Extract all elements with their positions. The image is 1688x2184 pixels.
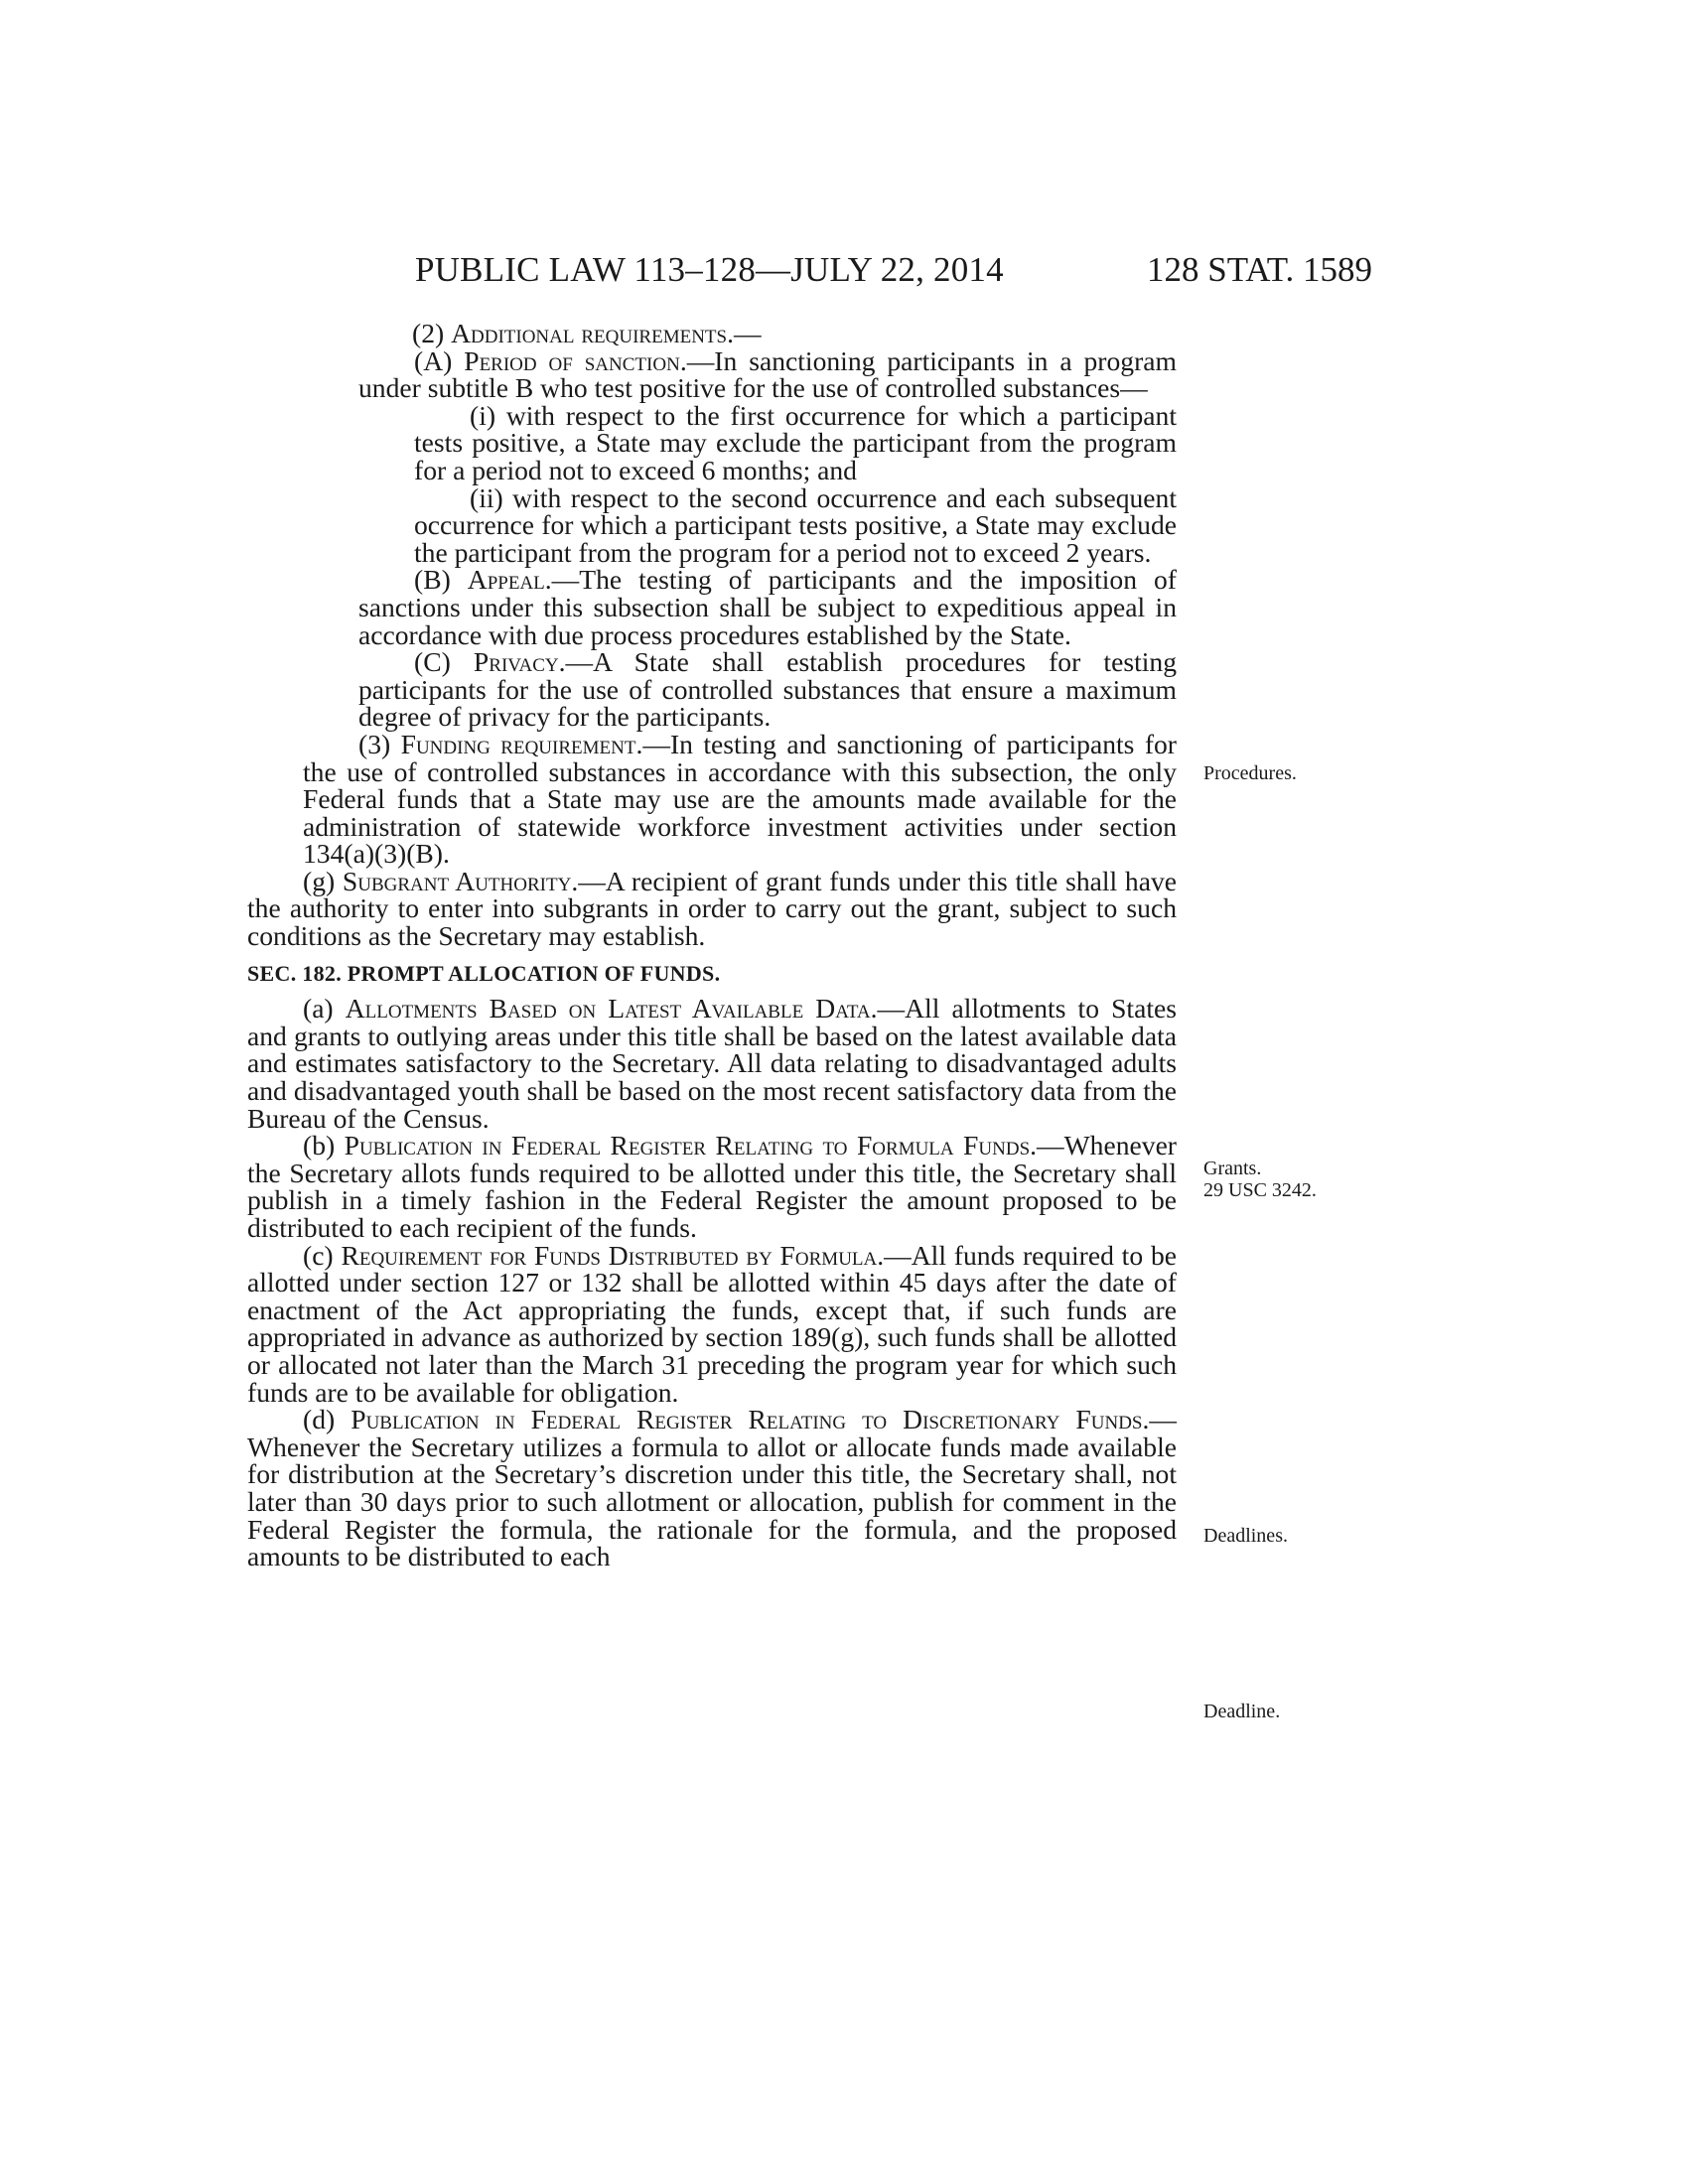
margin-note-usc: 29 USC 3242. [1203, 1179, 1317, 1201]
para-ii-second-occurrence: (ii) with respect to the second occurrence and each subsequent occurrence for which a participant tests positive, a State may exclude the participant from the program for a period not to exceed 2 years. [414, 481, 1177, 568]
para-C-privacy: (C) Privacy.—A State shall establish procedures for testing participants for the use of controlled substances that ensure a maximum degree of privacy for the participants. [358, 646, 1177, 733]
para-b-publication-formula-funds: (b) Publication in Federal Register Relating to Formula Funds.—Whenever the Secretary allots funds required to be allotted under this title, the Secretary shall publish in a timely fashion in the Federal Register the amount proposed to be distributed to each recipient of the funds. [247, 1130, 1177, 1243]
margin-note-procedures: Procedures. [1203, 762, 1297, 784]
margin-note-deadline: Deadline. [1203, 1701, 1281, 1722]
margin-note-grants: Grants. [1203, 1158, 1262, 1179]
page-header-right: 128 STAT. 1589 [1147, 250, 1372, 289]
page-header-left: PUBLIC LAW 113–128—JULY 22, 2014 [415, 250, 1004, 289]
margin-note-deadlines: Deadlines. [1203, 1525, 1288, 1547]
para-i-first-occurrence: (i) with respect to the first occurrence for which a participant tests positive, a State may exclude the participant from the program for a period not to exceed 6 months; and [414, 399, 1177, 485]
para-B-appeal: (B) Appeal.—The testing of participants and the imposition of sanctions under this subsection shall be subject to expeditious appeal in accordance with due process procedures established by the State. [358, 564, 1177, 650]
body-text [247, 318, 1177, 1572]
para-a-allotments: (a) Allotments Based on Latest Available Data.—All allotments to States and grants to outlying areas under this title shall be based on the latest available data and estimates satisfactory to the Secretary. All data relating to disadvantaged adults and disadvantaged youth shall be based on the most recent satisfactory data from the Bureau of the Census. [247, 993, 1177, 1134]
para-2-additional-requirements: (2) Additional requirements.— [412, 318, 762, 348]
section-182-heading: SEC. 182. PROMPT ALLOCATION OF FUNDS. [247, 960, 721, 986]
para-c-requirement-formula: (c) Requirement for Funds Distributed by Formula.—All funds required to be allotted under section 127 or 132 shall be allotted within 45 days after the date of enactment of the Act appropriating the funds, except that, if such funds are appropriated in advance as authorized by section 189(g), such funds shall be allotted or allocated not later than the March 31 preceding the program year for which such funds are to be available for obligation. [247, 1239, 1177, 1408]
para-d-publication-discretionary: (d) Publication in Federal Register Relating to Discretionary Funds.—Whenever the Secretary utilizes a formula to allot or allocate funds made available for distribution at the Secretary’s discretion under this title, the Secretary shall, not later than 30 days prior to such allotment or allocation, publish for comment in the Federal Register the formula, the rationale for the formula, and the proposed amounts to be distributed to each [247, 1404, 1177, 1572]
para-A-period-of-sanction: (A) Period of sanction.—In sanctioning participants in a program under subtitle B who test positive for the use of controlled substances— [358, 344, 1177, 404]
para-3-funding-requirement: (3) Funding requirement.—In testing and sanctioning of participants for the use of controlled substances in accordance with this subsection, the only Federal funds that a State may use are the amounts made available for the administration of statewide workforce investment activities under section 134(a)(3)(B). [303, 728, 1177, 870]
para-g-subgrant-authority: (g) Subgrant Authority.—A recipient of grant funds under this title shall have the authority to enter into subgrants in order to carry out the grant, subject to such conditions as the Secretary may establish. [247, 865, 1177, 952]
